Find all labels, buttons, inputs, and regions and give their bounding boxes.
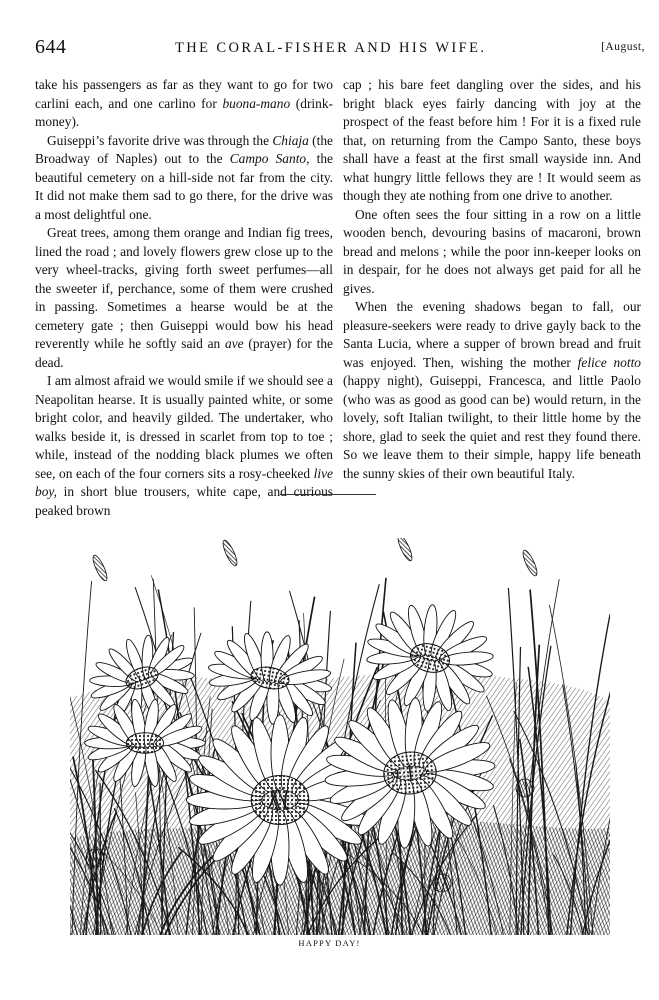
text-column-left	[35, 76, 333, 520]
paragraph: cap ; his bare feet dangling over the sides, and his bright black eyes fairly dancing with joy at the prospect of the feast before him ! For it is a fixed rule that, on returning from the Campo Santo, these boys shall have a feast at the first small wayside inn. And what hungry little fellows they are ! It would seem as though they ate nothing from one drive to another.	[343, 77, 641, 203]
grass-seedhead	[520, 549, 539, 578]
paragraph: take his passengers as far as they want to go for two carlini each, and one carlino for buona-mano (drink-money).	[35, 77, 333, 129]
grass-seedhead	[395, 538, 414, 562]
page-number: 644	[35, 36, 67, 58]
daisy-center	[126, 733, 163, 753]
daisy-bud	[516, 779, 534, 797]
running-header	[35, 36, 651, 60]
running-month: [August,	[601, 41, 645, 53]
paragraph: I am almost afraid we would smile if we should see a Neapolitan hearse. It is usually painted white, or some bright color, and heavily gilded. The undertaker, who walks beside it, is dressed in scarlet from top to toe ; while, instead of the nodding black plumes we often see, on each of the four corners sits a rosy-cheeked live boy, in short blue trousers, white cape, and curious peaked brown	[35, 373, 333, 518]
daisy-bud	[86, 849, 104, 867]
paragraph: Great trees, among them orange and Indian fig trees, lined the road ; and lovely flowers grew close up to the very wheel-tracks, giving forth sweet perfumes—all the sweeter if, perchance, some of them were crushed in passing. Sometimes a hearse would be at the cemetery gate ; then Guiseppi would bow his head reverently while he softly said an ave (prayer) for the dead.	[35, 225, 333, 370]
daisy-bud	[433, 874, 451, 892]
text-column-right	[343, 76, 641, 483]
grass-seedhead	[90, 554, 109, 583]
running-title: THE CORAL-FISHER AND HIS WIFE.	[175, 40, 487, 56]
grass-seedhead	[220, 539, 239, 568]
daisy-illustration	[70, 538, 610, 935]
paragraph: One often sees the four sitting in a row on a little wooden bench, devouring basins of macaroni, brown bread and melons ; while the poor inn-keeper looks on in despair, for he does not always get paid for all he gives.	[343, 206, 641, 296]
section-divider	[280, 494, 376, 495]
daisy-center	[251, 776, 309, 825]
paragraph: When the evening shadows began to fall, our pleasure-seekers were ready to drive gayly back to the Santa Lucia, where a supper of brown bread and fruit was enjoyed. Then, wishing the mother felice notto (happy night), Guiseppi, Francesca, and little Paolo (who was as good as good can be) would return, in the lovely, soft Italian twilight, to their little home by the shore, glad to seek the quiet and rest they found there. So we leave them to their simple, happy life beneath the sunny skies of their own beautiful Italy.	[343, 299, 641, 481]
paragraph: Guiseppi’s favorite drive was through the Chiaja (the Broadway of Naples) out to the Campo Santo, the beautiful cemetery on a hill-side not far from the city. It did not make them sad to go there, for the drive was a most delightful one.	[35, 132, 333, 222]
illustration-caption: HAPPY DAY!	[298, 938, 361, 948]
